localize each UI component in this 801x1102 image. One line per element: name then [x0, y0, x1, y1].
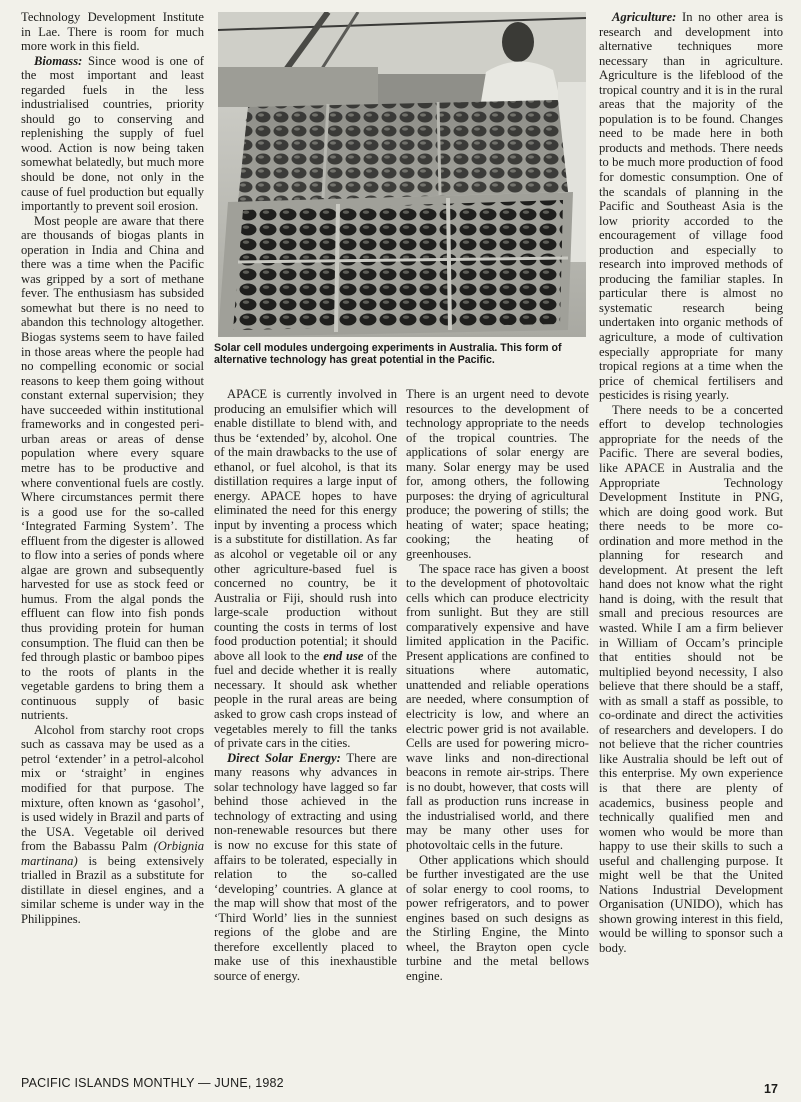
paragraph: There is an urgent need to devote resources to the development of technology appropriate to the needs of the tropical countries. The applications of solar energy are many. Solar energy may be used for, among others, the following purposes: the drying of agricultural produce; the powering of stills; the heating of water; space heating; cooking; the heating of greenhouses. [406, 387, 589, 562]
article-column-1 [21, 10, 204, 926]
solar-modules-photo [218, 12, 586, 337]
paragraph: APACE is currently involved in producing an emulsifier which will enable distillate to blend with, and thus be ‘extended’ by, alcohol. One of the main drawbacks to the use of ethanol, or fuel alcohol, is that its distillation requires a large input of energy. APACE hopes to have eliminated the need for this energy input by inventing a process which is a substitute for distillation. As far as alcohol or vegetable oil or any other agriculture-based fuel is concerned no country, be it Australia or Fiji, should rush into large-scale production without counting the costs in terms of lost food production potential; it should above all look to the end use of the fuel and decide whether it is really necessary. It should ask whether people in the rural areas are being asked to grow cash crops instead of vegetables merely to fill the tanks of private cars in the cities. [214, 387, 397, 751]
photo-caption: Solar cell modules undergoing experiments in Australia. This form of alternative technology has great potential in the Pacific. [214, 342, 562, 367]
paragraph: The space race has given a boost to the development of photovoltaic cells which can produce electricity from sunlight. But they are still comparatively expensive and have limited application in the Pacific. Present applications are confined to situations where automatic, unattended and reliable operations are needed, where consumption of electricity is low, and where an electric power grid is not available. Cells are used for powering micro-wave links and non-directional beacons in remote air-strips. There is no doubt, however, that costs will fall as production runs increase in the industrialised world, and there may be many other uses for photovoltaic cells in the future. [406, 561, 589, 852]
paragraph: Direct Solar Energy: There are many reasons why advances in solar technology have lagged so far behind those achieved in the technology of extracting and using non-renewable resources but there is now no excuse for this state of affairs to be tolerated, especially in relation to the so-called ‘developing’ countries. A glance at the map will show that most of the ‘Third World’ lies in the sunniest regions of the globe and are therefore excellently placed to make use of this inexhaustible source of energy. [214, 750, 397, 983]
species-name: (Orbignia martinana) [21, 839, 204, 868]
paragraph: Other applications which should be further investigated are the use of solar energy to cool rooms, to power refrigerators, and to power engines based on such designs as the Stirling Engine, the Minto wheel, the Brayton open cycle turbine and the metal bellows engine. [406, 852, 589, 983]
article-column-4 [599, 10, 783, 956]
paragraph: There needs to be a concerted effort to develop technologies appropriate for the needs of the Pacific. There are several bodies, like APACE in Australia and the Appropriate Technology Development Institute in PNG, which are doing good work. But there needs to be more co-ordination and more method in the planning for research and development. At present the left hand does not know what the right hand is doing, with the result that small and precious resources are wasted. While I am a firm believer in William of Occam’s principle that entities should not be multiplied beyond necessity, I also believe that there should be a staff, with as small a staff as possible, to co-ordinate and direct the activities of researchers and developers. I do not believe that the richer countries like Australia should be left out of this enterprise. My own experience is that there are plenty of academics, business people and technically qualified men and women who would be more than happy to use their skills to such a useful and challenging purpose. It might well be that the United Nations Industrial Development Organisation (UNIDO), which has shown growing interest in this field, would be willing to sponsor such a body. [599, 402, 783, 955]
paragraph: Alcohol from starchy root crops such as cassava may be used as a petrol ‘extender’ in a petrol-alcohol mix or ‘straight’ in engines modified for that purpose. The mixture, often known as ‘gasohol’, is used widely in Brazil and parts of the USA. Vegetable oil derived from the Babassu Palm (Orbignia martinana) is being extensively trialled in Brazil as a substitute for distillate in diesel engines, and a similar scheme is under way in the Philippines. [21, 722, 205, 926]
paragraph: Agriculture: In no other area is research and development into alternative techniques more necessary than in agriculture. Agriculture is the lifeblood of the tropical country and it is in the rural areas that the majority of the population is to be found. Changes need to be made here in both products and methods. There needs to be much more production of food for domestic consumption. One of the scandals of planning in the Pacific and Southeast Asia is the low priority accorded to the encouragement of village food production and especially to research into improved methods of producing the familiar staples. In particular there is almost no systematic research being undertaken into organic methods of agriculture, a mode of cultivation especially appropriate for many tropical regions at a time when the price of chemical fertilisers and pesticides is rising yearly. [599, 10, 783, 403]
emphasis-end-use: end use [323, 648, 364, 663]
paragraph: Biomass: Since wood is one of the most important and least regarded fuels in the less industrialised countries, priority should go to conserving and replenishing the supply of fuel wood. Action is now being taken somewhat belatedly, but much more should be done, not only in the cause of fuel production but equally importantly to prevent soil erosion. [21, 53, 204, 214]
page-number: 17 [764, 1082, 778, 1096]
publication-footer: PACIFIC ISLANDS MONTHLY — JUNE, 1982 [21, 1076, 284, 1090]
section-heading-agriculture: Agriculture: [612, 10, 677, 24]
article-column-3 [406, 387, 589, 983]
article-column-2 [214, 387, 397, 983]
paragraph: Most people are aware that there are thousands of biogas plants in operation in India and China and there was a time when the Pacific was gripped by a sort of methane fever. The enthusiasm has subsided somewhat but there is no need to abandon this technology altogether. Biogas systems seem to have failed in those areas where the people had no compelling economic or social reasons to keep them going without constant external supervision; they have succeeded within institutional frameworks and in congested peri-urban areas or areas of dense population where every square metre has to be productive and where conventional fuels are costly. Where circumstances permit there is a good use for the so-called ‘Integrated Farming System’. The effluent from the digester is allowed to flow into a series of ponds where algae are grown and subsequently harvested for use as stock feed or humus. From the algal ponds the effluent can flow into fish ponds thus providing protein for human consumption. The fluid can then be fed through plastic or bamboo pipes to the roots of plants in the vegetable gardens to bring them a continuous supply of basic nutrients. [21, 213, 204, 723]
section-heading-direct-solar-energy: Direct Solar Energy: [227, 750, 341, 765]
paragraph: Technology Development Institute in Lae. There is room for much more work in this field. [21, 10, 204, 54]
section-heading-biomass: Biomass: [34, 53, 83, 68]
